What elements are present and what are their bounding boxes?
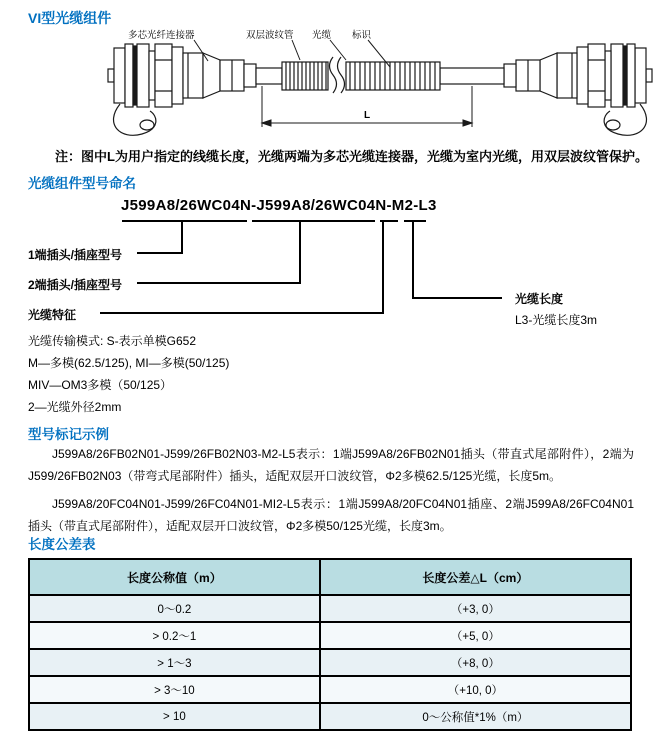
feature-lines bbox=[28, 330, 229, 418]
table-header-row bbox=[29, 559, 631, 595]
cable-length-desc: L3-光缆长度3m bbox=[515, 313, 598, 327]
feature-line: MIV—OM3多模（50/125） bbox=[28, 378, 173, 392]
example-paragraph: J599A8/26FB02N01-J599/26FB02N03-M2-L5表示：1端J599A8/26FB02N01插头（带直式尾部附件），2端为J599/26FB02N03（带弯式尾部附件）插头，适配双层开口波纹管，Φ2多模62.5/125光缆，长度5m。 bbox=[28, 447, 634, 483]
table-row bbox=[29, 676, 631, 703]
section-title-naming: 光缆组件型号命名 bbox=[28, 176, 136, 191]
table-row bbox=[29, 595, 631, 622]
cable-label: 光缆 bbox=[312, 30, 332, 41]
example-paragraphs bbox=[28, 443, 634, 543]
drawing-note: 注：图中L为用户指定的线缆长度，光缆两端为多芯光缆连接器，光缆为室内光缆，用双层波纹管保护。 bbox=[55, 149, 648, 164]
cell-tolerance: （+3, 0） bbox=[320, 595, 631, 622]
cell-nominal: > 1～3 bbox=[29, 649, 320, 676]
dimension-label: L bbox=[364, 110, 371, 121]
cell-nominal: > 0.2～1 bbox=[29, 622, 320, 649]
page-title: VI型光缆组件 bbox=[28, 10, 112, 26]
feature-line: 光缆传输模式: S-表示单模G652 bbox=[28, 334, 197, 348]
col-header-nominal-length: 长度公称值（m） bbox=[29, 559, 320, 595]
cell-tolerance: （+5, 0） bbox=[320, 622, 631, 649]
tolerance-table bbox=[28, 558, 632, 731]
feature-line: 2—光缆外径2mm bbox=[28, 400, 122, 414]
left-connector bbox=[108, 44, 256, 135]
end2-label: 2端插头/插座型号 bbox=[28, 278, 123, 292]
connector-label: 多芯光纤连接器 bbox=[128, 30, 195, 41]
end1-label: 1端插头/插座型号 bbox=[28, 248, 123, 262]
cell-tolerance: （+10, 0） bbox=[320, 676, 631, 703]
model-number: J599A8/26WC04N-J599A8/26WC04N-M2-L3 bbox=[121, 197, 437, 214]
col-header-tolerance: 长度公差△L（cm） bbox=[320, 559, 631, 595]
cell-tolerance: 0～公称值*1%（m） bbox=[320, 703, 631, 730]
marking-label: 标识 bbox=[352, 30, 372, 41]
table-row bbox=[29, 622, 631, 649]
tube-label: 双层波纹管 bbox=[246, 30, 294, 41]
cable-assembly-drawing bbox=[100, 26, 660, 144]
example-paragraph: J599A8/20FC04N01-J599/26FC04N01-MI2-L5表示：1端J599A8/20FC04N01插座、2端J599A8/26FC04N01插头（带直式尾部附件），适配双层开口波纹管，Φ2多模50/125光缆，长度3m。 bbox=[28, 497, 634, 533]
right-connector bbox=[504, 44, 652, 135]
table-row bbox=[29, 703, 631, 730]
feature-line: M—多模(62.5/125), MI—多模(50/125) bbox=[28, 356, 230, 370]
cable-feature-label: 光缆特征 bbox=[28, 308, 77, 322]
section-title-examples: 型号标记示例 bbox=[28, 427, 109, 442]
cable-length-label: 光缆长度 bbox=[515, 292, 564, 306]
section-title-tolerance: 长度公差表 bbox=[28, 537, 96, 552]
cell-nominal: > 3～10 bbox=[29, 676, 320, 703]
cable-tube bbox=[256, 57, 504, 93]
cell-tolerance: （+8, 0） bbox=[320, 649, 631, 676]
cell-nominal: 0～0.2 bbox=[29, 595, 320, 622]
table-row bbox=[29, 649, 631, 676]
cell-nominal: > 10 bbox=[29, 703, 320, 730]
